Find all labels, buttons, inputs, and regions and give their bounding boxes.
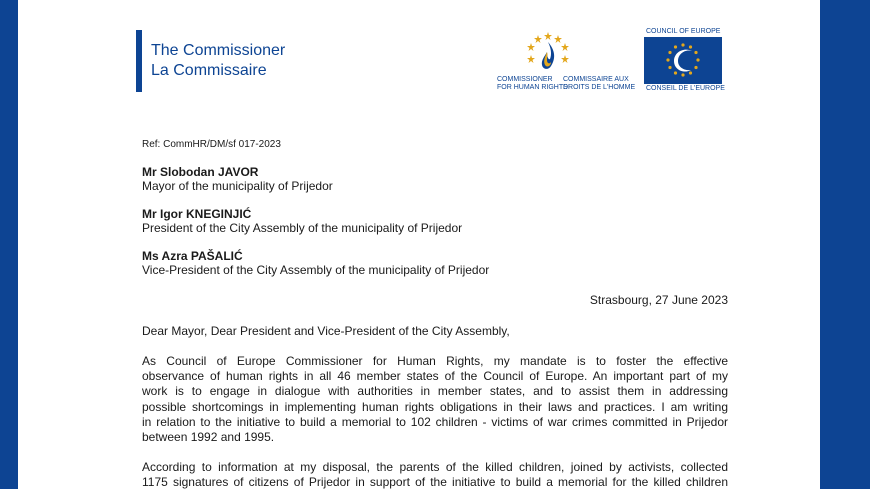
commissioner-title-en: The Commissioner: [151, 42, 286, 59]
paragraph-line: According to information at my disposal, the parents of the killed children, joined by activists, collected: [142, 460, 728, 474]
reference-number: Ref: CommHR/DM/sf 017-2023: [142, 139, 281, 150]
chr-en-line2: FOR HUMAN RIGHTS: [497, 84, 568, 91]
paragraph-2: [142, 460, 728, 489]
commissioner-title-fr: La Commissaire: [151, 62, 267, 79]
recipient-block: [142, 207, 462, 235]
paragraph-line: between 1992 and 1995.: [142, 430, 275, 445]
recipient-block: [142, 249, 489, 277]
coe-name-en: COUNCIL OF EUROPE: [646, 28, 721, 35]
recipient-title: Vice-President of the City Assembly of the municipality of Prijedor: [142, 263, 490, 277]
paragraph-line: As Council of Europe Commissioner for Human Rights, my mandate is to foster the effective: [142, 354, 728, 368]
recipient-block: [142, 165, 333, 193]
salutation: Dear Mayor, Dear President and Vice-President of the City Assembly,: [142, 324, 510, 338]
chr-en-line1: COMMISSIONER: [497, 76, 553, 83]
letter-page: [18, 0, 820, 489]
flame-stars-emblem-icon: [525, 30, 571, 76]
paragraph-line: work is to engage in dialogue with authorities in member states, and to assist them in addressing: [142, 384, 728, 399]
recipient-title: Mayor of the municipality of Prijedor: [142, 179, 333, 193]
recipient-title: President of the City Assembly of the municipality of Prijedor: [142, 221, 463, 235]
paragraph-line: observance of human rights in all 46 member states of the Council of Europe. An important part of my: [142, 369, 728, 384]
coe-name-fr: CONSEIL DE L'EUROPE: [646, 85, 725, 92]
recipient-name: Ms Azra PAŠALIĆ: [142, 249, 243, 263]
commissioner-title: [151, 41, 285, 81]
paragraph-line: in relation to the initiative to build a memorial to 102 children - victims of war crimes committed in Prijedor: [142, 414, 728, 429]
recipient-name: Mr Slobodan JAVOR: [142, 165, 259, 179]
recipient-name: Mr Igor KNEGINJIĆ: [142, 207, 252, 221]
paragraph-line: 1175 signatures of citizens of Prijedor in support of the initiative to build a memorial for the killed children: [142, 475, 728, 489]
council-of-europe-logo: [644, 28, 724, 94]
commissioner-logo: [480, 30, 640, 94]
coe-flag: [644, 37, 722, 84]
chr-fr-line2: DROITS DE L'HOMME: [563, 84, 636, 91]
chr-fr-line1: COMMISSAIRE AUX: [563, 76, 629, 83]
stars-circle-icon: [644, 37, 722, 84]
letter-date: Strasbourg, 27 June 2023: [589, 293, 728, 307]
paragraph-1: [142, 354, 728, 445]
header-accent-bar: [136, 30, 142, 92]
paragraph-line: possible shortcomings in implementing human rights obligations in their laws and practices. I am writing: [142, 399, 728, 414]
